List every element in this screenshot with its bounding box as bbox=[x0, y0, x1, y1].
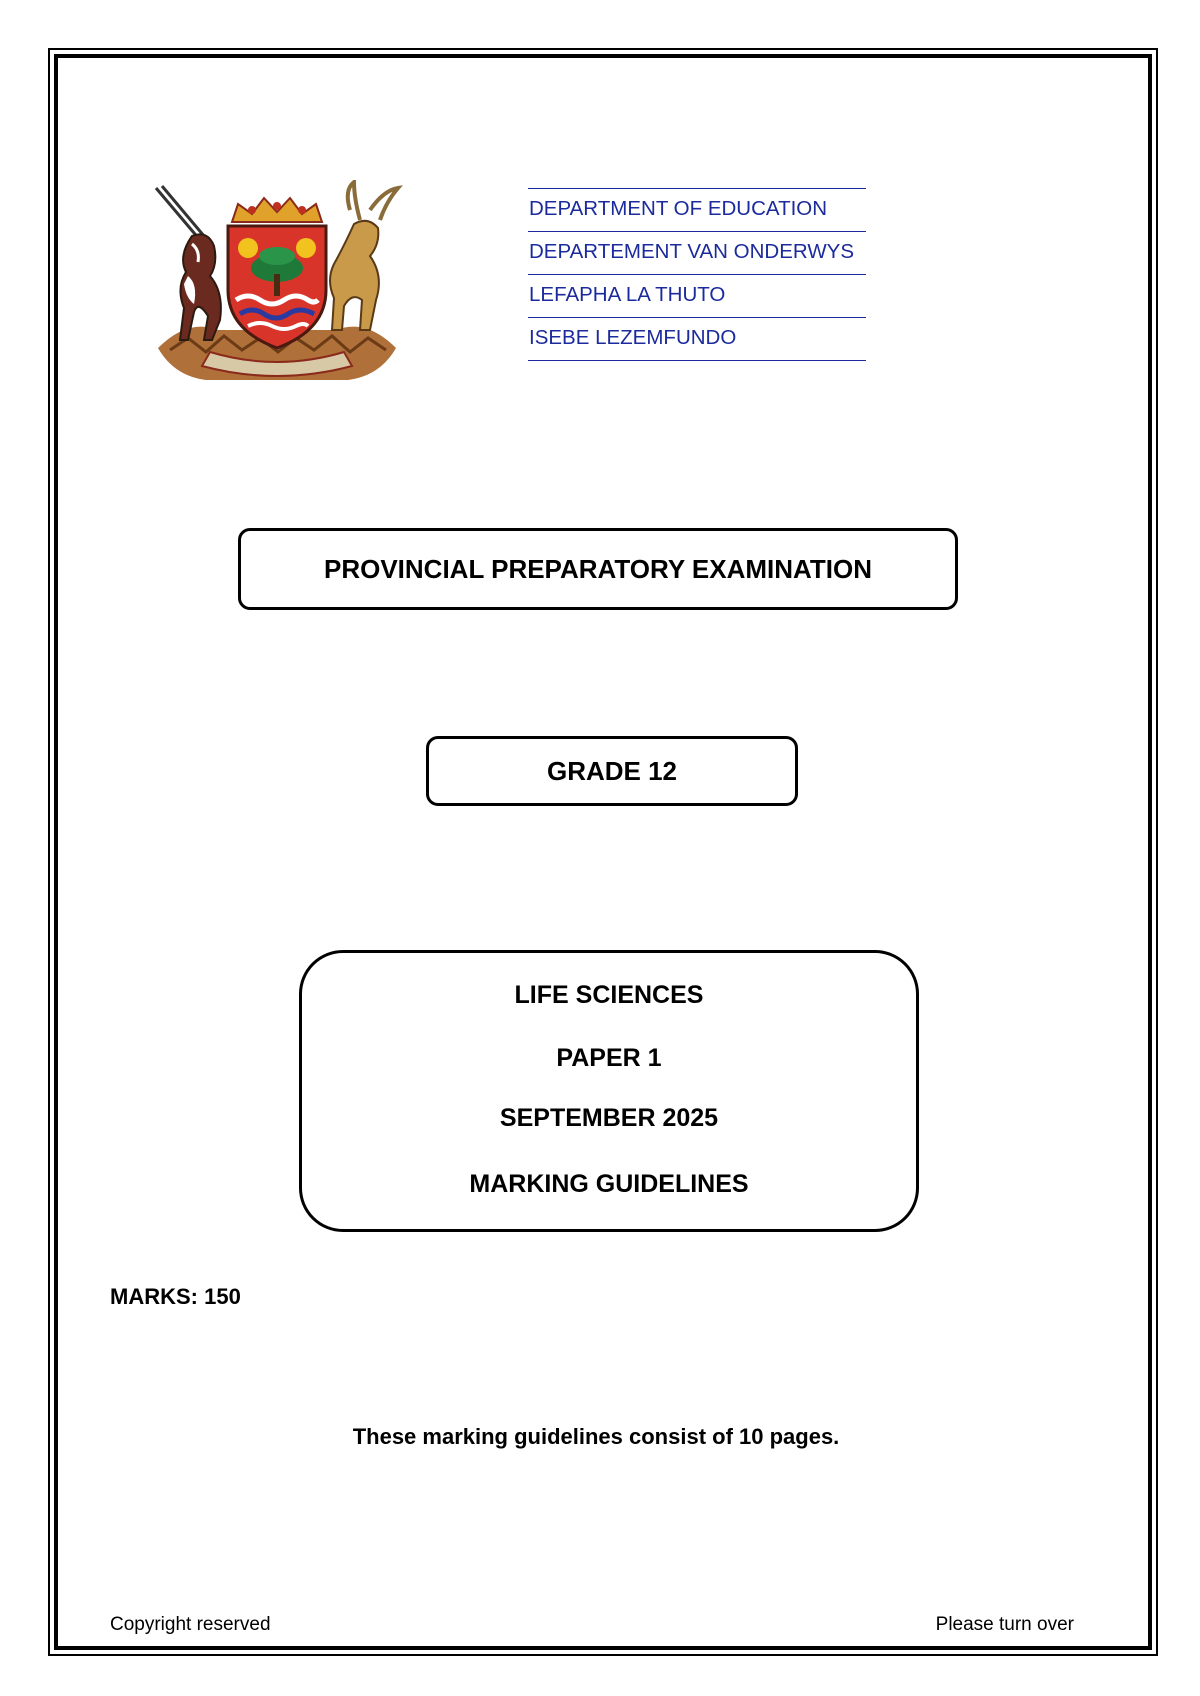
grade-box: GRADE 12 bbox=[426, 736, 798, 806]
page-count-note bbox=[0, 1424, 1200, 1450]
subject-name: LIFE SCIENCES bbox=[514, 981, 704, 1009]
department-name-english: DEPARTMENT OF EDUCATION bbox=[528, 189, 866, 232]
coat-of-arms-icon bbox=[148, 180, 406, 388]
subject-info-box bbox=[299, 950, 919, 1232]
department-name-isixhosa: ISEBE LEZEMFUNDO bbox=[528, 318, 866, 361]
department-name-afrikaans: DEPARTEMENT VAN ONDERWYS bbox=[528, 232, 866, 275]
document-type: MARKING GUIDELINES bbox=[469, 1170, 749, 1198]
footer-turn-over: Please turn over bbox=[935, 1614, 1074, 1635]
footer-copyright: Copyright reserved bbox=[110, 1614, 271, 1635]
exam-session: SEPTEMBER 2025 bbox=[499, 1104, 719, 1132]
exam-title-box: PROVINCIAL PREPARATORY EXAMINATION bbox=[238, 528, 958, 610]
page-count-text: These marking guidelines consist of 10 pages. bbox=[352, 1424, 840, 1449]
paper-number: PAPER 1 bbox=[556, 1044, 662, 1072]
department-name-setswana: LEFAPHA LA THUTO bbox=[528, 275, 866, 318]
total-marks: MARKS: 150 bbox=[110, 1284, 241, 1309]
department-name-list bbox=[528, 188, 866, 361]
